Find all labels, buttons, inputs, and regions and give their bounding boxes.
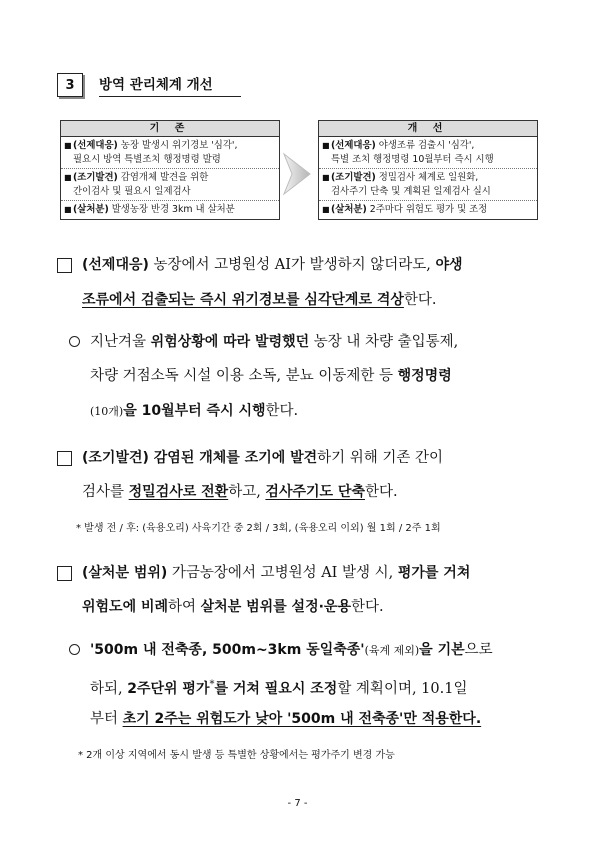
paragraph-culling-line2: 위험도에 비례하여 살처분 범위를 설정·운용한다. [82, 599, 384, 615]
paragraph-range-line1: '500m 내 전축종, 500m~3km 동일축종'(육계 제외)을 기본으로 [90, 642, 493, 658]
square-bullet-icon: ■ [322, 205, 330, 214]
row-label: (살처분) [331, 204, 367, 215]
existing-header: 기 존 [61, 121, 279, 137]
paragraph-preemptive-line1: (선제대응) 농장에서 고병원성 AI가 발생하지 않더라도, 야생 [82, 257, 463, 273]
square-bullet-icon: ■ [64, 205, 72, 214]
paragraph-orders-line2: 차량 거점소독 시설 이용 소독, 분뇨 이동제한 등 행정명령 [90, 368, 452, 384]
paragraph-early-line2: 검사를 정밀검사로 전환하고, 검사주기도 단축한다. [82, 484, 398, 500]
improved-row: ■ (살처분) 2주마다 위험도 평가 및 조정 [319, 200, 537, 219]
arrow-right-icon [282, 152, 312, 196]
improved-row: ■ (조기발견) 정밀검사 체계로 일원화, 검사주기 단축 및 계획된 일제검사 실시 [319, 168, 537, 200]
improved-row: ■ (선제대응) 야생조류 검출시 '심각', 특별 조치 행정명령 10월부터 즉시 시행 [322, 140, 494, 165]
square-bullet-icon [57, 566, 72, 581]
improved-header: 개 선 [319, 121, 537, 137]
square-bullet-icon: ■ [322, 141, 330, 150]
row-label: (살처분) [73, 204, 109, 215]
paragraph-orders-line3: (10개)을 10월부터 즉시 시행한다. [90, 403, 299, 419]
existing-row: ■ (선제대응) 농장 발생시 위기경보 '심각', 필요시 방역 특별조치 행정명령 발령 [64, 140, 238, 165]
footnote-evaluation: * 2개 이상 지역에서 동시 발생 등 특별한 상황에서는 평가주기 변경 가능 [78, 750, 395, 761]
paragraph-orders-line1: 지난겨울 위험상황에 따라 발령했던 농장 내 차량 출입통제, [90, 334, 459, 350]
square-bullet-icon [57, 258, 72, 273]
paragraph-range-line3: 부터 초기 2주는 위험도가 낮아 '500m 내 전축종'만 적용한다. [90, 711, 482, 727]
page-number: - 7 - [287, 798, 308, 809]
section-heading [57, 72, 241, 98]
existing-row: ■ (살처분) 발생농장 반경 3km 내 살처분 [61, 200, 279, 219]
footnote-inspection: * 발생 전 / 후: (육용오리) 사육기간 중 2회 / 3회, (육용오리 이외) 월 1회 / 2주 1회 [76, 523, 441, 534]
existing-row: ■ (조기발견) 감염개체 발견을 위한 간이검사 및 필요시 일제검사 [61, 168, 279, 200]
paragraph-culling-line1: (살처분 범위) 가금농장에서 고병원성 AI 발생 시, 평가를 거쳐 [82, 565, 471, 581]
paragraph-range-line2: 하되, 2주단위 평가*를 거쳐 필요시 조정할 계획이며, 10.1일 [90, 679, 468, 697]
square-bullet-icon: ■ [64, 173, 72, 182]
square-bullet-icon: ■ [322, 173, 330, 182]
improved-box [318, 120, 538, 220]
existing-box [60, 120, 280, 220]
paragraph-preemptive-line2: 조류에서 검출되는 즉시 위기경보를 심각단계로 격상한다. [82, 292, 437, 308]
section-number: 3 [57, 73, 83, 97]
section-title: 방역 관리체계 개선 [99, 73, 241, 97]
paragraph-early-line1: (조기발견) 감염된 개체를 조기에 발견하기 위해 기존 간이 [82, 450, 444, 466]
square-bullet-icon [57, 451, 72, 466]
circle-bullet-icon [69, 644, 80, 655]
row-label: (선제대응) [331, 140, 376, 151]
row-label: (선제대응) [73, 140, 118, 151]
row-label: (조기발견) [331, 172, 376, 183]
row-label: (조기발견) [73, 172, 118, 183]
circle-bullet-icon [69, 336, 80, 347]
square-bullet-icon: ■ [64, 141, 72, 150]
